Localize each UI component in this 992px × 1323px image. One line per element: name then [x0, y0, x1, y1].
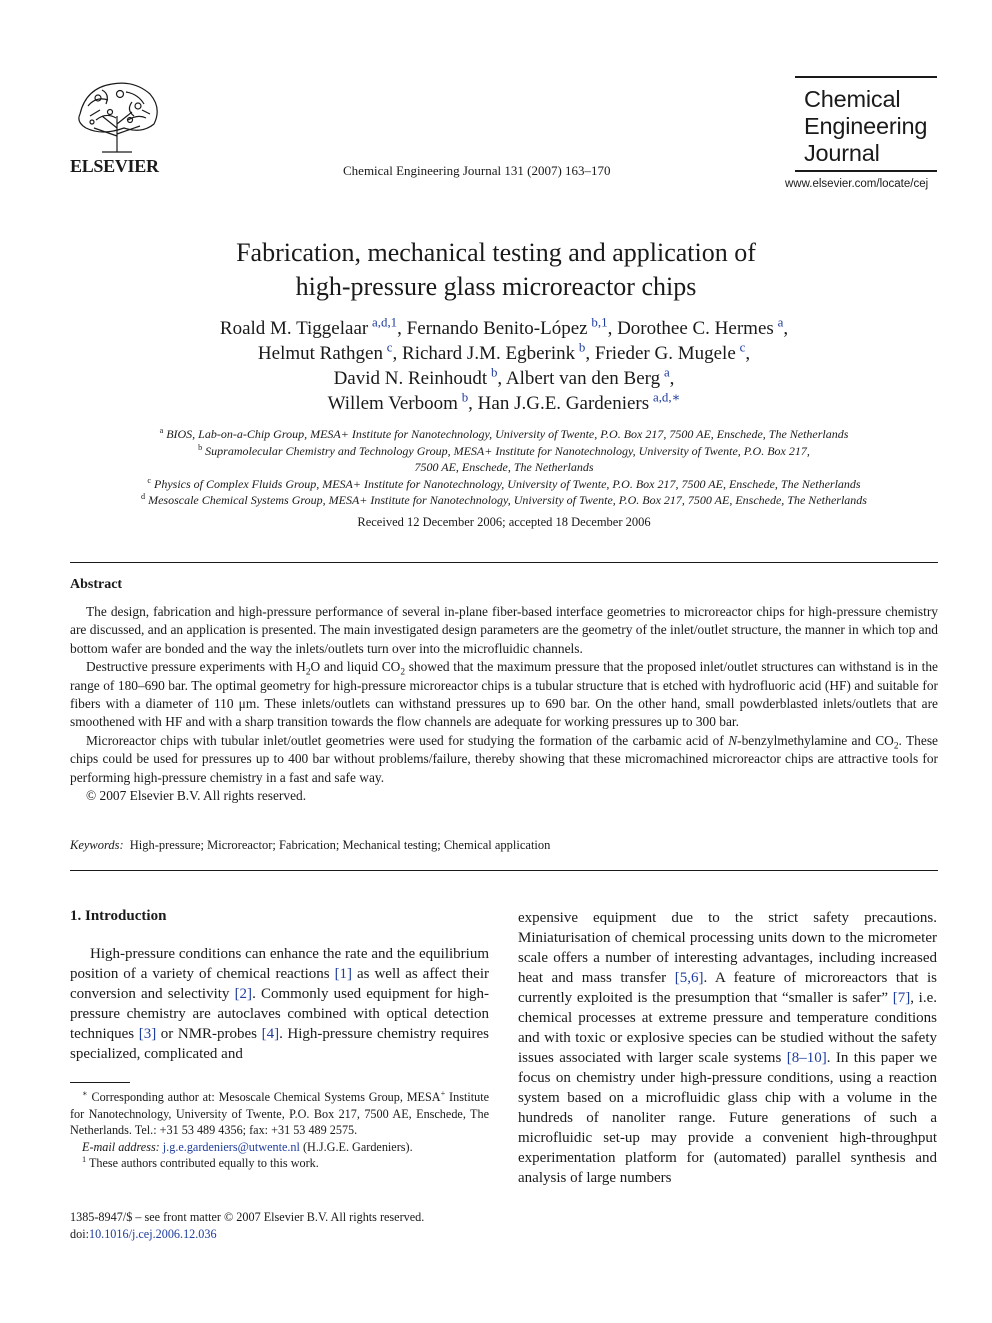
- keywords: [70, 838, 550, 853]
- author-list: [96, 316, 912, 416]
- doi-link[interactable]: 10.1016/j.cej.2006.12.036: [88, 1226, 217, 1241]
- author-line-2: [96, 341, 912, 366]
- front-matter: [70, 1209, 424, 1242]
- journal-citation: Chemical Engineering Journal 131 (2007) 163–170: [343, 163, 611, 178]
- affiliation-item: [70, 426, 938, 443]
- author-affiliation-link[interactable]: b: [578, 339, 586, 355]
- affiliation-item-continued: 7500 AE, Enschede, The Netherlands: [414, 460, 594, 474]
- abstract-paragraph-1: The design, fabrication and high-pressure performance of several in-plane fiber-based interface geometries to microreactor chips for high-pressure chemistry are discussed, and an application is presented. The main investigated design parameters are the geometry of the inlet/outlet structure, the manner in which top and bottom wafer are bonded and the way the inlets/outlets turn over into the microfluidic channels.: [70, 604, 938, 656]
- reference-link[interactable]: [7]: [892, 990, 911, 1006]
- keywords-text: High-pressure; Microreactor; Fabrication; Mechanical testing; Chemical application: [129, 838, 551, 852]
- author-affiliation-link[interactable]: b: [490, 364, 498, 380]
- author-name: Fernando Benito-López: [406, 318, 588, 339]
- author-separator: ,: [468, 393, 473, 414]
- affiliation-item: [70, 492, 938, 509]
- author-separator: ,: [392, 343, 398, 364]
- author-separator: ,: [783, 318, 789, 339]
- title-line-2: high-pressure glass microreactor chips: [295, 272, 697, 301]
- received-dates: Received 12 December 2006; accepted 18 December 2006: [357, 515, 651, 529]
- journal-logo-bottom-rule: [795, 170, 937, 172]
- affiliation-item: [70, 443, 938, 460]
- affiliation-text: Physics of Complex Fluids Group, MESA+ Institute for Nanotechnology, University of Twente, P.O. Box 217, 7500 AE, Enschede, The Netherlands: [154, 476, 861, 491]
- reference-link[interactable]: [5,6]: [674, 970, 704, 986]
- affiliation-text: Supramolecular Chemistry and Technology Group, MESA+ Institute for Nanotechnology, University of Twente, P.O. Box 217,: [205, 443, 810, 458]
- left-column: [70, 908, 489, 1172]
- divider-top: [70, 562, 938, 563]
- reference-link[interactable]: [4]: [261, 1026, 280, 1042]
- author-name: Willem Verboom: [327, 393, 458, 414]
- author-affiliation-link[interactable]: a: [777, 314, 784, 330]
- intro-text-left: [70, 944, 489, 1064]
- abstract-body: [70, 603, 938, 805]
- intro-text-right: [518, 908, 937, 1188]
- article-title: [96, 236, 896, 304]
- affiliation-marker: b: [198, 442, 203, 452]
- section-heading-introduction: 1. Introduction: [70, 908, 167, 924]
- author-name: Richard J.M. Egberink: [402, 343, 576, 364]
- footnote-email: E-mail address: j.g.e.gardeniers@utwente.nl (H.J.G.E. Gardeniers).: [82, 1139, 413, 1154]
- journal-name-line-3: Journal: [804, 140, 880, 166]
- author-affiliation-link[interactable]: c: [739, 339, 746, 355]
- author-separator: ,: [669, 368, 675, 389]
- abstract-copyright: © 2007 Elsevier B.V. All rights reserved.: [86, 788, 307, 804]
- affiliation-marker: a: [159, 426, 164, 435]
- author-line-3: [96, 366, 912, 391]
- author-name: Dorothee C. Hermes: [617, 318, 774, 339]
- footnote-rule: [70, 1082, 130, 1083]
- journal-name-line-2: Engineering: [804, 113, 928, 139]
- author-separator: ,: [607, 318, 613, 339]
- author-name: Han J.G.E. Gardeniers: [477, 393, 650, 414]
- reference-link[interactable]: [8–10]: [786, 1050, 827, 1066]
- email-link[interactable]: j.g.e.gardeniers@utwente.nl: [162, 1139, 300, 1154]
- abstract-paragraph-3: Microreactor chips with tubular inlet/outlet geometries were used for studying the formation of the carbamic acid of N-benzylmethylamine and $CO_2$. These chips could be used for pressures up to 400 bar without problems/failure, thereby showing that these micromachined microreactor chips are attractive tools for performing high-pressure chemistry in a fast and safe way.: [70, 732, 938, 785]
- author-affiliation-link[interactable]: a: [663, 364, 670, 380]
- abstract-paragraph-2: Destructive pressure experiments with $H_2O$ and liquid $CO_2$ showed that the maximum pressure that the proposed inlet/outlet structures can withstand is in the range of 180–690 bar. The optimal geometry for high-pressure microreactor chips is a tubular structure that is etched with hydrofluoric acid (HF) and suitable for fibers with a diameter of 110 μm. These inlets/outlets can withstand pressures up to 690 bar. On the other hand, small powderblasted inlets/outlets that are smoothened with HF and with a sharp transition towards the flow channels are adequate for working pressures up to 300 bar.: [70, 659, 938, 730]
- reference-link[interactable]: [1]: [334, 966, 353, 982]
- author-line-4: [96, 391, 912, 416]
- publisher-name: ELSEVIER: [70, 156, 159, 176]
- affiliation-item: [70, 476, 938, 493]
- author-name: David N. Reinhoudt: [333, 368, 488, 389]
- title-line-1: Fabrication, mechanical testing and application of: [236, 238, 756, 267]
- author-affiliation-link[interactable]: b: [461, 389, 469, 405]
- author-separator: ,: [745, 343, 751, 364]
- issn-line: 1385-8947/$ – see front matter © 2007 Elsevier B.V. All rights reserved.: [70, 1210, 425, 1224]
- journal-name: [795, 78, 937, 170]
- intro-paragraph: High-pressure conditions can enhance the rate and the equilibrium position of a variety of chemical reactions [1] as well as affect their conversion and selectivity [2]. Commonly used equipment for high-pressure chemistry are autoclaves combined with optical detection techniques [3] or NMR-probes [4]. High-pressure chemistry requires specialized, complicated and: [70, 946, 489, 1062]
- author-affiliation-link[interactable]: a,d,1: [372, 314, 398, 330]
- doi-line: doi:10.1016/j.cej.2006.12.036: [70, 1226, 217, 1241]
- affiliation-marker: d: [141, 492, 146, 501]
- reference-link[interactable]: [3]: [138, 1026, 157, 1042]
- author-name: Roald M. Tiggelaar: [219, 318, 369, 339]
- affiliation-list: [70, 426, 938, 509]
- author-separator: ,: [585, 343, 591, 364]
- footnote-equal-contribution: $^1$ These authors contributed equally to this work.: [82, 1154, 319, 1170]
- author-name: Helmut Rathgen: [257, 343, 383, 364]
- abstract-heading: Abstract: [70, 577, 123, 592]
- reference-link[interactable]: [2]: [234, 986, 253, 1002]
- journal-url[interactable]: www.elsevier.com/locate/cej: [785, 178, 929, 190]
- author-affiliation-link[interactable]: c: [386, 339, 393, 355]
- divider-bottom: [70, 870, 938, 871]
- journal-name-line-1: Chemical: [804, 86, 901, 112]
- affiliation-marker: c: [147, 475, 152, 485]
- author-name: Albert van den Berg: [505, 368, 661, 389]
- publisher-logo: [68, 76, 164, 176]
- keywords-label: Keywords:: [70, 838, 124, 852]
- author-name: Frieder G. Mugele: [594, 343, 736, 364]
- author-affiliation-link[interactable]: b,1: [591, 314, 608, 330]
- author-affiliation-link[interactable]: a,d,∗: [652, 389, 681, 405]
- footnotes: [70, 1089, 489, 1172]
- author-separator: ,: [397, 318, 402, 339]
- affiliation-text: Mesoscale Chemical Systems Group, MESA+ Institute for Nanotechnology, University of Twente, P.O. Box 217, 7500 AE, Enschede, The Netherlands: [148, 493, 867, 507]
- author-line-1: [96, 316, 912, 341]
- author-separator: ,: [497, 368, 503, 389]
- elsevier-tree-icon: [72, 76, 162, 154]
- intro-paragraph-continued: expensive equipment due to the strict safety precautions. Miniaturisation of chemical processing units down to the micrometer scale offers a number of interesting advantages, including increased heat and mass transfer [5,6]. A feature of microreactors that is currently exploited is the presumption that “smaller is safer” [7], i.e. chemical processes at extreme pressure and temperature conditions and with toxic or explosive species can be studied without the safety issues associated with larger scale systems [8–10]. In this paper we focus on chemistry under high-pressure conditions, using a reaction system based on a microfluidic glass chip with a volume in the hundreds of nanoliter range. Future generations of such a microfluidic set-up may provide a convenient high-throughput experimentation platform for (automated) parallel synthesis and analysis of large numbers: [518, 910, 937, 1186]
- footnote-corresponding: ∗ Corresponding author at: Mesoscale Chemical Systems Group, MESA+ Institute for Nanotechnology, University of Twente, P.O. Box 217, 7500 AE, Enschede, The Netherlands. Tel.: +31 53 489 4356; fax: +31 53 489 2575.: [70, 1088, 489, 1137]
- affiliation-text: BIOS, Lab-on-a-Chip Group, MESA+ Institute for Nanotechnology, University of Twente, P.O. Box 217, 7500 AE, Enschede, The Netherlands: [166, 427, 849, 441]
- right-column: [518, 908, 937, 1188]
- journal-logo: [795, 76, 937, 172]
